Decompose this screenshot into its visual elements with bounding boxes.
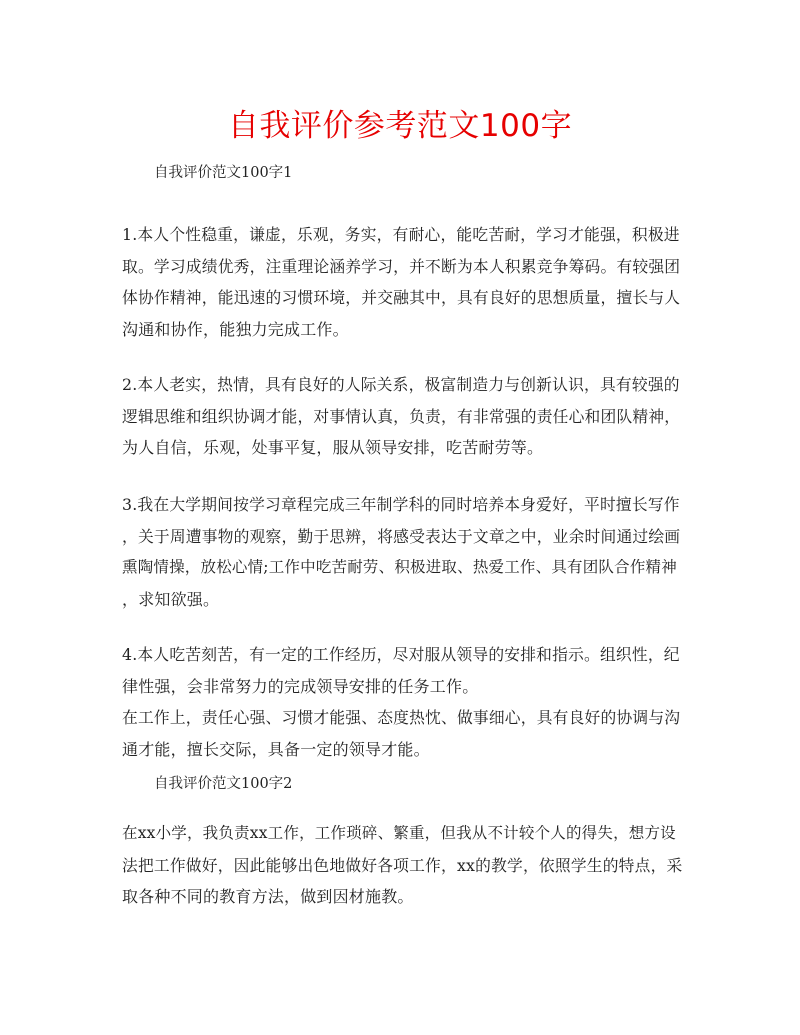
paragraph-3	[122, 489, 682, 615]
section-heading-2: 自我评价范文100字2	[154, 776, 293, 792]
paragraph-line: 在xx小学，我负责xx工作，工作琐碎、繁重，但我从不计较个人的得失，想方设	[122, 824, 676, 842]
paragraph-line: 熏陶情操，放松心情;工作中吃苦耐劳、积极进取、热爱工作、具有团队合作精神	[122, 558, 677, 576]
paragraph-line: 取。学习成绩优秀，注重理论涵养学习，并不断为本人积累竞争筹码。有较强团	[122, 256, 681, 276]
paragraph-line: 2.本人老实，热情，具有良好的人际关系，极富制造力与创新认识，具有较强的	[122, 375, 680, 394]
paragraph-line: 4.本人吃苦刻苦，有一定的工作经历，尽对服从领导的安排和指示。组织性，纪	[122, 645, 680, 664]
paragraph-line: 通才能，擅长交际，具备一定的领导才能。	[122, 739, 430, 759]
paragraph-line: 1.本人个性稳重，谦虚，乐观，务实，有耐心，能吃苦耐，学习才能强，积极进	[122, 225, 680, 244]
paragraph-line: 3.我在大学期间按学习章程完成三年制学科的同时培养本身爱好，平时擅长写作	[122, 495, 680, 514]
paragraph-line: 法把工作做好，因此能够出色地做好各项工作，xx的教学，依照学生的特点，采	[122, 855, 683, 875]
section-heading-1: 自我评价范文100字1	[154, 165, 293, 181]
paragraph-line: 在工作上，责任心强、习惯才能强、态度热忱、做事细心，具有良好的协调与沟	[122, 708, 681, 727]
paragraph-line: 体协作精神，能迅速的习惯环境，并交融其中，具有良好的思想质量，擅长与人	[122, 288, 681, 307]
paragraph-line: ，求知欲强。	[122, 589, 220, 609]
paragraph-5	[122, 818, 682, 913]
paragraph-4	[122, 639, 682, 765]
paragraph-line: ，关于周遭事物的观察，勤于思辨，将感受表达于文章之中，业余时间通过绘画	[122, 526, 681, 546]
paragraph-line: 取各种不同的教育方法，做到因材施教。	[122, 887, 414, 906]
paragraph-line: 逻辑思维和组织协调才能，对事情认真，负责，有非常强的责任心和团队精神，	[122, 406, 681, 426]
paragraph-2	[122, 369, 682, 464]
paragraph-line: 沟通和协作，能独力完成工作。	[122, 319, 349, 339]
document-title: 自我评价参考范文100字	[227, 108, 573, 144]
paragraph-line: 律性强，会非常努力的完成领导安排的任务工作。	[122, 676, 479, 696]
paragraph-1	[122, 219, 682, 345]
paragraph-line: 为人自信，乐观，处事平复，服从领导安排，吃苦耐劳等。	[122, 438, 544, 457]
